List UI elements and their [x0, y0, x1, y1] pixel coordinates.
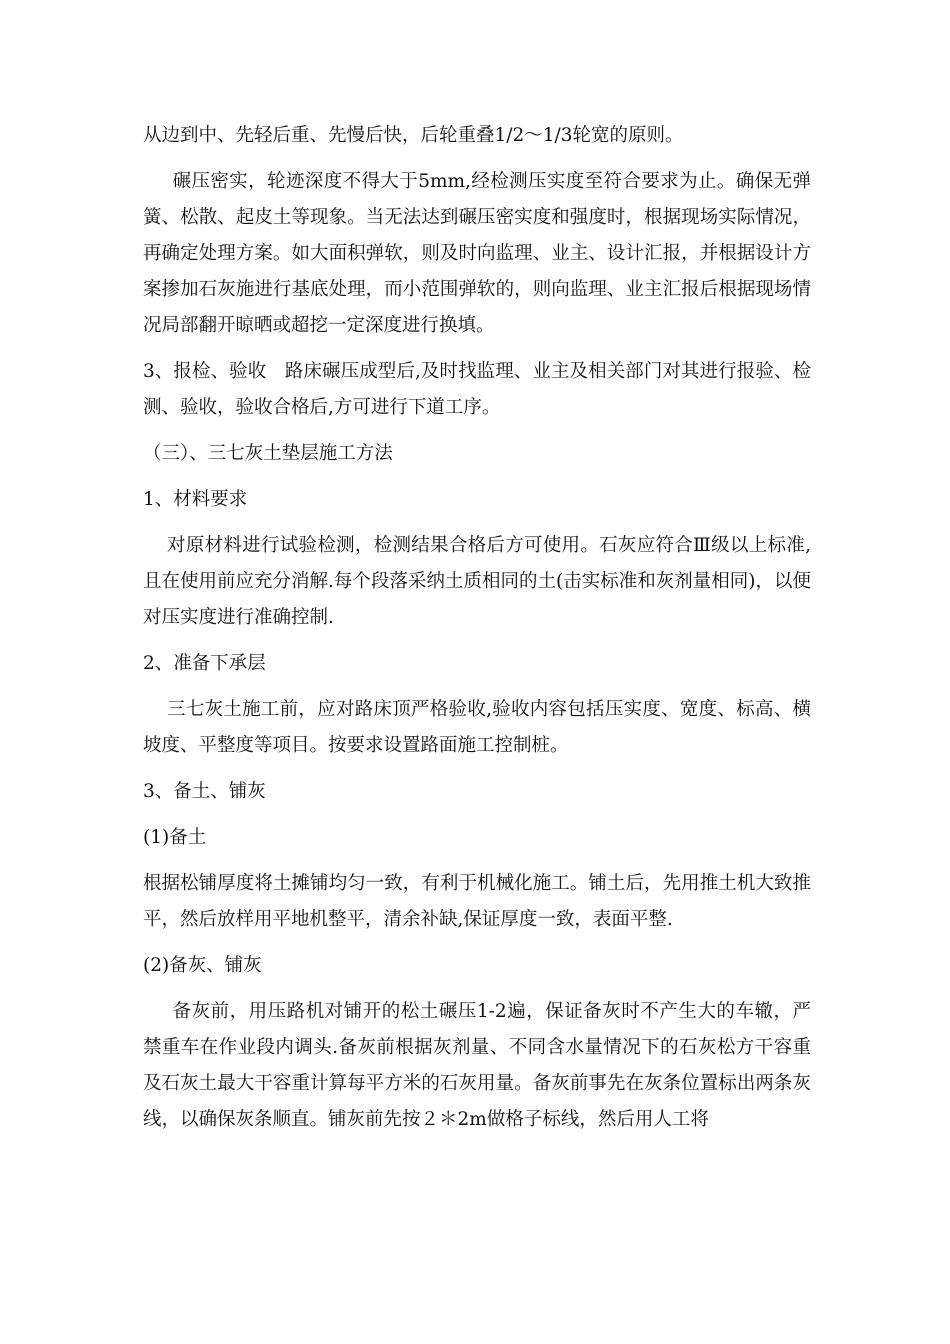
paragraph-compaction-density: 碾压密实，轮迹深度不得大于5mm,经检测压实度至符合要求为止。确保无弹簧、松散、起皮土等现象。当无法达到碾压密实度和强度时，根据现场实际情况，再确定处理方案。如大面积弹软，则及时向监理、业主、设计汇报，并根据设计方案掺加石灰施进行基底处理，而小范围弹软的，则向监理、业主汇报后根据现场情况局部翻开晾晒或超挖一定深度进行换填。 [143, 171, 811, 336]
subheading-lime-preparation: (2)备灰、铺灰 [143, 955, 262, 976]
document-body [143, 118, 811, 1138]
paragraph-inspection-acceptance: 3、报检、验收 路床碾压成型后,及时找监理、业主及相关部门对其进行报验、检测、验收，验收合格后,方可进行下道工序。 [143, 361, 811, 418]
paragraph-material-requirements: 对原材料进行试验检测，检测结果合格后方可使用。石灰应符合Ⅲ级以上标准,且在使用前应充分消解.每个段落采纳土质相同的土(击实标准和灰剂量相同)，以便对压实度进行准确控制. [143, 535, 811, 628]
paragraph-prepare-lower-layer: 三七灰土施工前，应对路床顶严格验收,验收内容包括压实度、宽度、标高、横坡度、平整度等项目。按要求设置路面施工控制桩。 [143, 699, 811, 756]
subheading-soil-preparation: (1)备土 [143, 827, 207, 848]
subheading-soil-and-lime: 3、备土、铺灰 [143, 781, 266, 802]
paragraph-lime-preparation: 备灰前，用压路机对铺开的松土碾压1-2遍，保证备灰时不产生大的车辙，严禁重车在作业段内调头.备灰前根据灰剂量、不同含水量情况下的石灰松方干容重及石灰土最大干容重计算每平方米的石灰用量。备灰前事先在灰条位置标出两条灰线，以确保灰条顺直。铺灰前先按２＊2m做格子标线，然后用人工将 [143, 1001, 811, 1130]
section-heading-lime-soil-cushion: （三）、三七灰土垫层施工方法 [143, 443, 393, 464]
paragraph-compaction-principle: 从边到中、先轻后重、先慢后快，后轮重叠1/2～1/3轮宽的原则。 [143, 125, 684, 146]
subheading-material-requirements: 1、材料要求 [143, 489, 248, 510]
subheading-prepare-lower-layer: 2、准备下承层 [143, 653, 266, 674]
paragraph-soil-preparation: 根据松铺厚度将土摊铺均匀一致，有利于机械化施工。铺土后，先用推土机大致推平，然后放样用平地机整平，清余补缺,保证厚度一致，表面平整. [143, 873, 811, 930]
